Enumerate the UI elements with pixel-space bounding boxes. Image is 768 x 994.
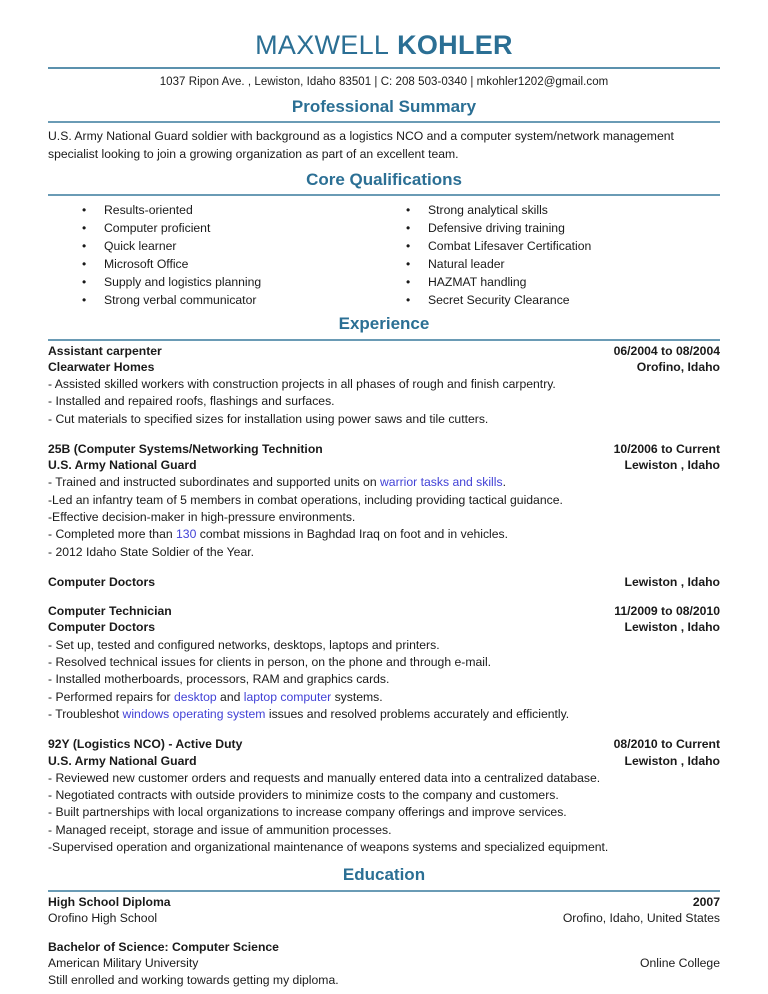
job-duty: - Trained and instructed subordinates and supported units on warrior tasks and skills. <box>48 475 506 490</box>
bullet-icon: • <box>406 256 411 271</box>
list-item-label: Secret Security Clearance <box>428 293 570 308</box>
core-qualifications-list <box>48 196 720 314</box>
list-item <box>78 256 384 274</box>
education-location: Online College <box>640 956 720 971</box>
bullet-icon: • <box>82 220 87 235</box>
job-location: Orofino, Idaho <box>636 359 720 374</box>
list-item <box>78 292 384 310</box>
experience-entry <box>48 590 720 723</box>
list-item <box>402 202 720 220</box>
education-degree-row <box>48 894 720 910</box>
education-degree: High School Diploma <box>48 894 171 909</box>
education-school-row <box>48 910 720 926</box>
bullet-icon: • <box>406 202 411 217</box>
experience-title-row <box>48 441 720 457</box>
professional-summary-text: U.S. Army National Guard soldier with background as a logistics NCO and a computer system/network management specialist looking to join a growing organization as part of an excellent team. <box>48 129 674 161</box>
education-year: 2007 <box>692 894 720 909</box>
job-duty: -Led an infantry team of 5 members in combat operations, including providing tactical guidance. <box>48 492 563 507</box>
job-duty: - Installed motherboards, processors, RAM and graphics cards. <box>48 672 390 687</box>
list-item <box>402 256 720 274</box>
qualifications-column-left <box>48 202 384 310</box>
candidate-first-name: MAXWELL <box>255 30 390 60</box>
education-degree: Bachelor of Science: Computer Science <box>48 939 279 954</box>
list-item <box>402 220 720 238</box>
section-title-education: Education <box>342 865 426 885</box>
job-title: Assistant carpenter <box>48 343 162 358</box>
list-item <box>402 238 720 256</box>
candidate-name <box>48 30 720 67</box>
job-dates: 08/2010 to Current <box>613 737 720 752</box>
job-location: Lewiston , Idaho <box>624 620 720 635</box>
experience-company-row <box>48 619 720 635</box>
bullet-icon: • <box>82 202 87 217</box>
job-duties <box>48 473 720 561</box>
job-company: U.S. Army National Guard <box>48 458 197 473</box>
job-duty: - Built partnerships with local organizations to increase company offerings and improve services. <box>48 805 567 820</box>
section-title-core-qualifications: Core Qualifications <box>306 170 462 190</box>
list-item <box>78 274 384 292</box>
job-duty: - Assisted skilled workers with construction projects in all phases of rough and finish carpentry. <box>48 376 556 391</box>
list-item <box>78 238 384 256</box>
list-item-label: Natural leader <box>428 257 505 272</box>
job-company: U.S. Army National Guard <box>48 753 197 768</box>
job-dates: 11/2009 to 08/2010 <box>614 604 720 619</box>
job-company: Computer Doctors <box>48 620 155 635</box>
job-duty: - Troubleshot windows operating system issues and resolved problems accurately and efficiently. <box>48 706 570 721</box>
experience-entry <box>48 341 720 428</box>
job-duties <box>48 636 720 724</box>
list-item-label: Quick learner <box>104 239 177 254</box>
experience-entry <box>48 561 720 590</box>
job-duty: - Set up, tested and configured networks, desktops, laptops and printers. <box>48 637 440 652</box>
job-duty: - Completed more than 130 combat missions in Baghdad Iraq on foot and in vehicles. <box>48 527 509 542</box>
list-item <box>402 292 720 310</box>
job-duty: - Performed repairs for desktop and laptop computer systems. <box>48 689 383 704</box>
education-school: American Military University <box>48 956 199 971</box>
education-entry <box>48 892 720 927</box>
job-duty: - Cut materials to specified sizes for installation using power saws and tile cutters. <box>48 411 489 426</box>
list-item-label: Results-oriented <box>104 203 193 218</box>
list-item <box>78 202 384 220</box>
bullet-icon: • <box>406 292 411 307</box>
job-duty: - Resolved technical issues for clients in person, on the phone and through e-mail. <box>48 654 492 669</box>
experience-company-row <box>48 359 720 375</box>
list-item-label: Strong verbal communicator <box>104 293 257 308</box>
experience-company-row <box>48 753 720 769</box>
job-company: Clearwater Homes <box>48 359 155 374</box>
job-duty: - Installed and repaired roofs, flashings and surfaces. <box>48 394 335 409</box>
bullet-icon: • <box>82 274 87 289</box>
experience-title-row <box>48 343 720 359</box>
experience-company-row <box>48 457 720 473</box>
job-location: Lewiston , Idaho <box>624 575 720 589</box>
job-duty: - 2012 Idaho State Soldier of the Year. <box>48 544 254 559</box>
list-item-label: Combat Lifesaver Certification <box>428 239 592 254</box>
list-item-label: Supply and logistics planning <box>104 275 262 290</box>
job-location: Lewiston , Idaho <box>624 458 720 473</box>
bullet-icon: • <box>82 292 87 307</box>
education-note: Still enrolled and working towards getting my diploma. <box>48 972 339 987</box>
experience-entry <box>48 723 720 856</box>
job-dates: 10/2006 to Current <box>613 441 720 456</box>
bullet-icon: • <box>406 220 411 235</box>
experience-title-row <box>48 603 720 619</box>
job-dates: 06/2004 to 08/2004 <box>613 343 720 358</box>
contact-line: 1037 Ripon Ave. , Lewiston, Idaho 83501 | C: 208 503-0340 | mkohler1202@gmail.com <box>159 76 609 89</box>
education-location: Orofino, Idaho, United States <box>562 911 720 926</box>
section-title-experience: Experience <box>338 314 430 334</box>
list-item-label: Defensive driving training <box>428 221 565 236</box>
job-title: 25B (Computer Systems/Networking Technition <box>48 441 323 456</box>
education-degree-row <box>48 939 720 955</box>
list-item-label: Microsoft Office <box>104 257 189 272</box>
experience-entry <box>48 428 720 561</box>
job-duty: -Supervised operation and organizational maintenance of weapons systems and specialized equipment. <box>48 840 609 855</box>
job-company: Computer Doctors <box>48 575 155 589</box>
education-school: Orofino High School <box>48 911 158 926</box>
job-duty: - Managed receipt, storage and issue of ammunition processes. <box>48 822 392 837</box>
list-item-label: Computer proficient <box>104 221 211 236</box>
list-item-label: HAZMAT handling <box>428 275 527 290</box>
experience-company-row <box>48 574 720 590</box>
candidate-last-name: KOHLER <box>397 30 513 60</box>
spacer <box>48 856 720 865</box>
job-duty: - Negotiated contracts with outside providers to minimize costs to the company and customers. <box>48 788 559 803</box>
job-duty: - Reviewed new customer orders and requests and manually entered data into a centralized database. <box>48 770 601 785</box>
bullet-icon: • <box>82 238 87 253</box>
qualifications-column-right <box>384 202 720 310</box>
section-title-professional-summary: Professional Summary <box>291 97 477 117</box>
list-item <box>78 220 384 238</box>
bullet-icon: • <box>406 274 411 289</box>
bullet-icon: • <box>82 256 87 271</box>
experience-title-row <box>48 736 720 752</box>
job-duties <box>48 375 720 428</box>
job-title: 92Y (Logistics NCO) - Active Duty <box>48 737 243 752</box>
education-entry <box>48 927 720 989</box>
job-duty: -Effective decision-maker in high-pressure environments. <box>48 510 356 525</box>
job-location: Lewiston , Idaho <box>624 753 720 768</box>
list-item-label: Strong analytical skills <box>428 203 548 218</box>
bullet-icon: • <box>406 238 411 253</box>
job-duties <box>48 769 720 857</box>
job-title: Computer Technician <box>48 604 172 619</box>
education-school-row <box>48 955 720 971</box>
list-item <box>402 274 720 292</box>
